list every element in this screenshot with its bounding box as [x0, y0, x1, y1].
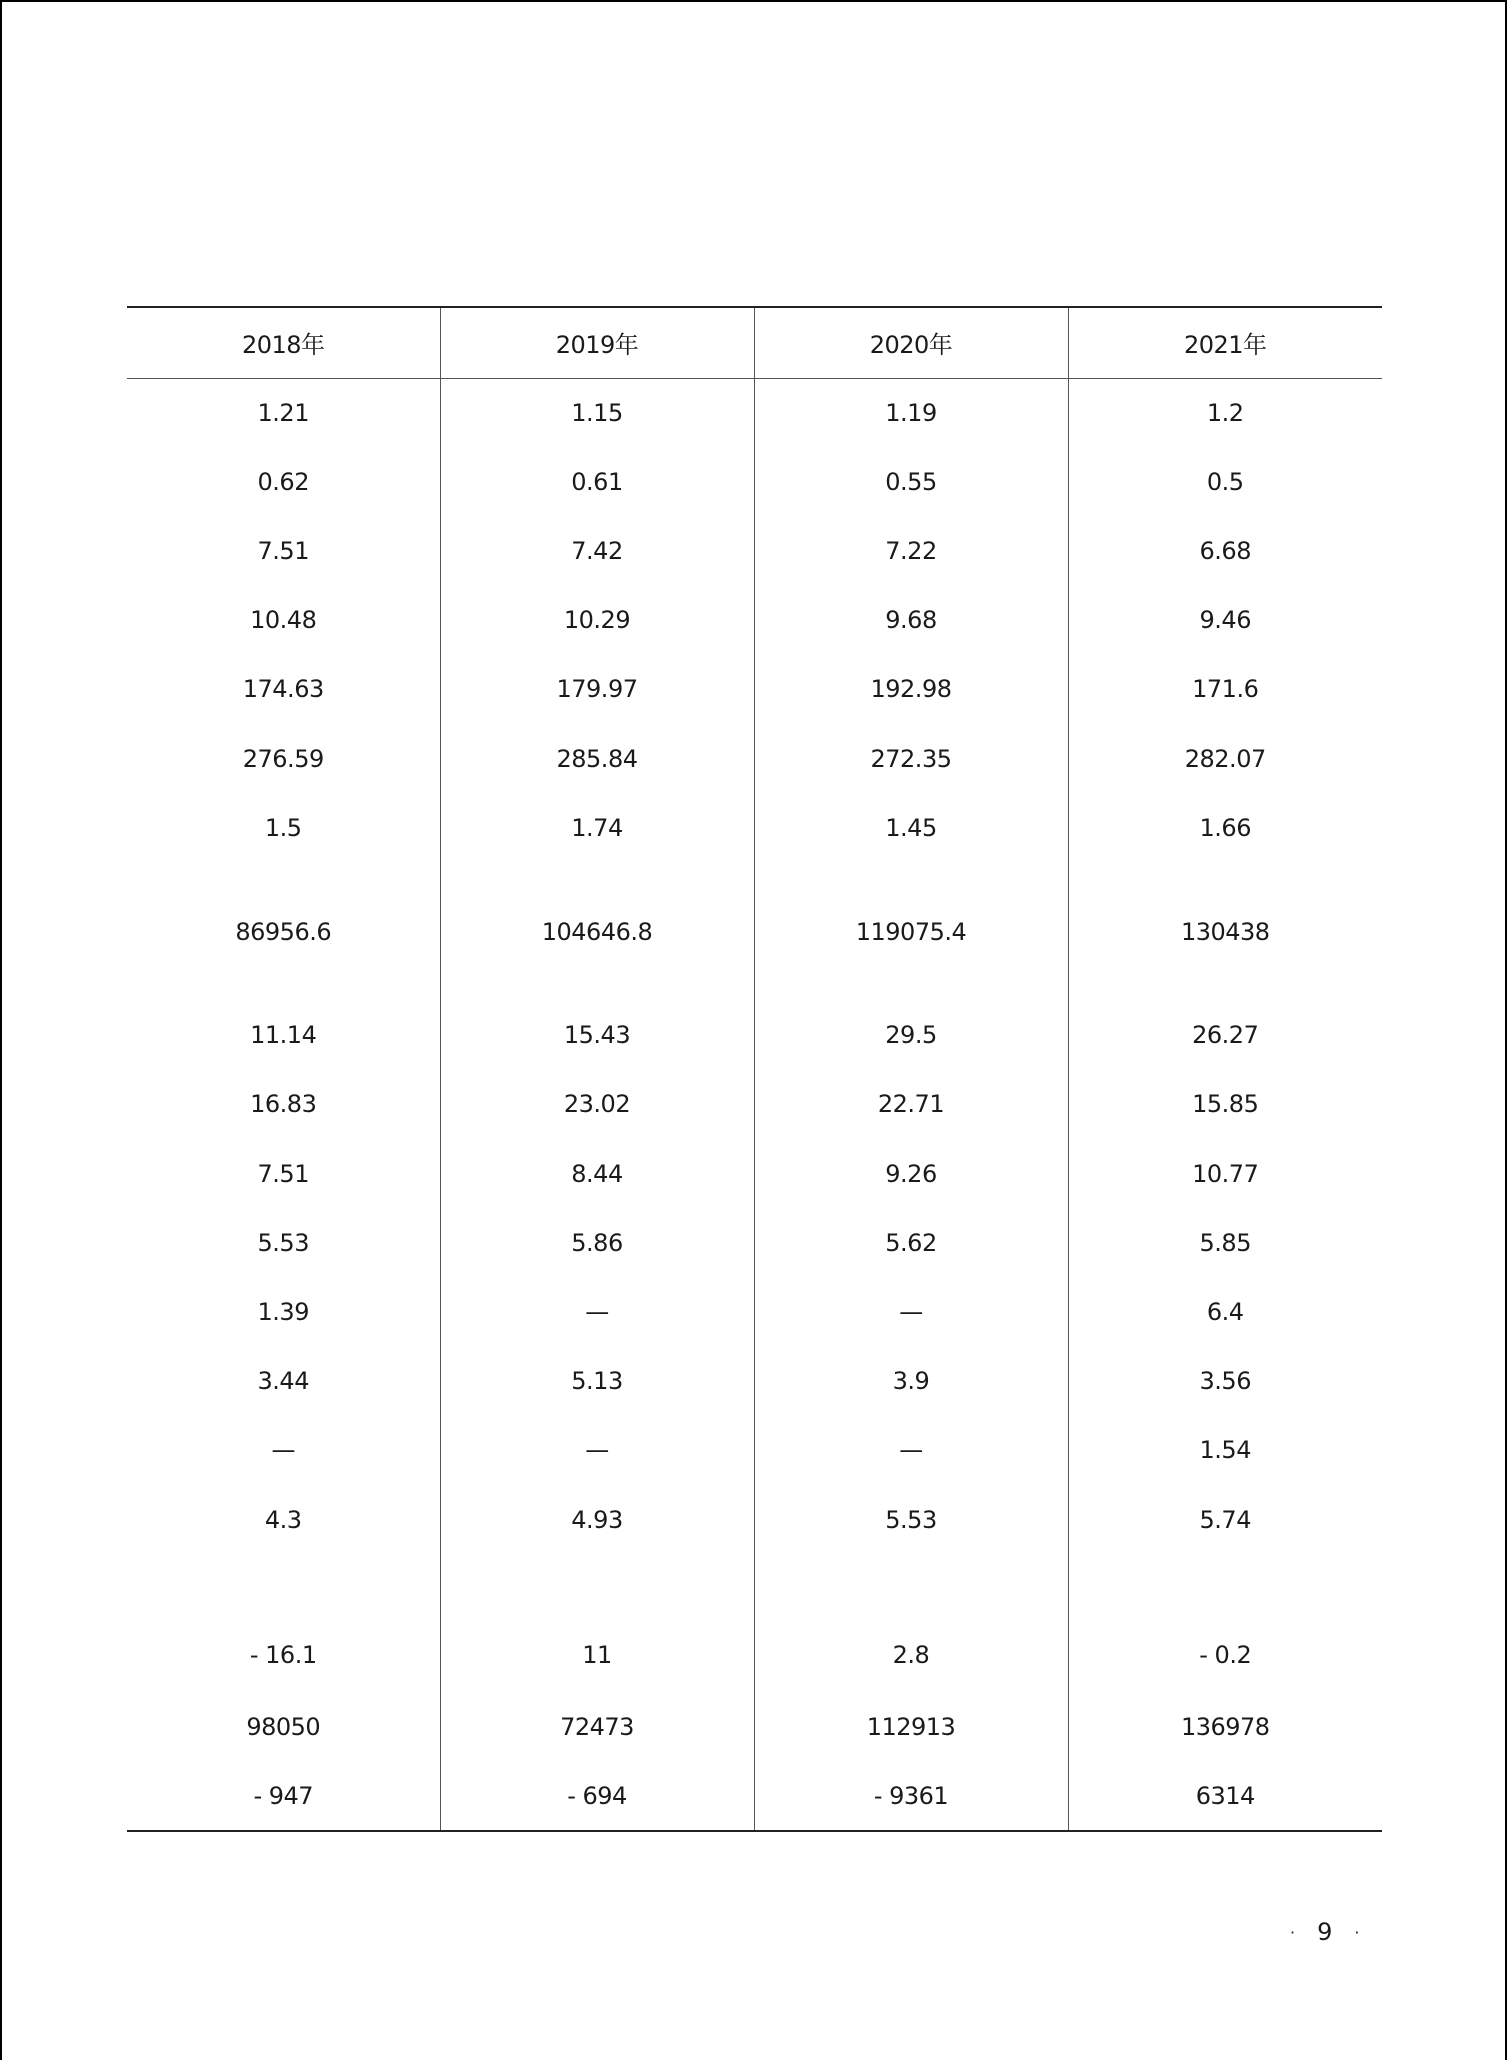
table-cell: 5.13: [440, 1347, 754, 1416]
table-cell: —: [754, 1277, 1068, 1346]
page-number: [1290, 1918, 1359, 1946]
table-row: [127, 1485, 1382, 1554]
table-cell: 104646.8: [440, 862, 754, 1000]
table-cell: 1.15: [440, 378, 754, 447]
table-cell: 10.77: [1068, 1139, 1382, 1208]
header-row: [127, 307, 1382, 378]
table-cell: 10.29: [440, 586, 754, 655]
table-cell: 5.86: [440, 1208, 754, 1277]
table-cell: 4.3: [264, 1505, 302, 1534]
table-cell: 7.42: [440, 516, 754, 585]
table-cell: - 16.1: [249, 1640, 317, 1669]
table-cell: 7.51: [257, 536, 309, 565]
table-cell: 5.62: [754, 1208, 1068, 1277]
table-cell: 8.44: [440, 1139, 754, 1208]
table-cell: 3.56: [1068, 1347, 1382, 1416]
table-cell: 1.45: [754, 793, 1068, 862]
table-cell: 285.84: [440, 724, 754, 793]
page-dot-left: ·: [1290, 1922, 1296, 1942]
table-cell: 6.4: [1068, 1277, 1382, 1346]
table-cell: 5.85: [1068, 1208, 1382, 1277]
table-cell: 29.5: [754, 1001, 1068, 1070]
table-cell: 0.61: [440, 447, 754, 516]
table-cell: 15.43: [440, 1001, 754, 1070]
table-cell: 2.8: [754, 1554, 1068, 1692]
table-cell: 5.53: [257, 1228, 309, 1257]
table-cell: 0.55: [754, 447, 1068, 516]
table-cell: - 0.2: [1068, 1554, 1382, 1692]
table-cell: 3.44: [257, 1367, 309, 1396]
table-cell: 9.68: [754, 586, 1068, 655]
table-cell: 3.9: [754, 1347, 1068, 1416]
table-cell: - 947: [127, 1762, 440, 1831]
table-cell: 130438: [1068, 862, 1382, 1000]
table-cell: 6314: [1068, 1762, 1382, 1831]
table-cell: 22.71: [754, 1070, 1068, 1139]
table-cell: 1.2: [1068, 378, 1382, 447]
table-cell: 1.5: [264, 813, 302, 842]
table-cell: 26.27: [1068, 1001, 1382, 1070]
table-cell: 72473: [440, 1693, 754, 1762]
table-cell: 1.54: [1068, 1416, 1382, 1485]
table-row: [127, 1347, 1382, 1416]
table-cell: 98050: [246, 1713, 321, 1742]
table-cell: 7.22: [754, 516, 1068, 585]
table-cell: 272.35: [754, 724, 1068, 793]
table-cell: 23.02: [440, 1070, 754, 1139]
table-cell: 171.6: [1068, 655, 1382, 724]
header-2019: 2019年: [440, 307, 754, 378]
table-cell: 10.48: [250, 606, 317, 635]
table-cell: 9.26: [754, 1139, 1068, 1208]
data-table: [127, 306, 1382, 1832]
page-dot-right: ·: [1354, 1922, 1360, 1942]
table-cell: 9.46: [1068, 586, 1382, 655]
table-cell: 119075.4: [754, 862, 1068, 1000]
table-cell: —: [271, 1436, 295, 1465]
table-cell: 174.63: [242, 675, 324, 704]
table-cell: 112913: [754, 1693, 1068, 1762]
table-row: [127, 655, 1382, 724]
table-row: [127, 1693, 1382, 1762]
table-cell: 1.21: [257, 398, 309, 427]
table-cell: 0.62: [257, 467, 309, 496]
table-row: [127, 1416, 1382, 1485]
table-row: [127, 1001, 1382, 1070]
table-cell: 15.85: [1068, 1070, 1382, 1139]
table-cell: 5.53: [754, 1485, 1068, 1554]
table-cell: 4.93: [440, 1485, 754, 1554]
header-2018: 2018年: [127, 307, 440, 378]
table-cell: - 694: [440, 1762, 754, 1831]
table-cell: 136978: [1068, 1693, 1382, 1762]
table-row: [127, 1762, 1382, 1831]
table-cell: 16.83: [250, 1090, 317, 1119]
table-cell: 192.98: [754, 655, 1068, 724]
table-cell: 5.74: [1068, 1485, 1382, 1554]
table-row: [127, 1070, 1382, 1139]
table-row: [127, 862, 1382, 1000]
table-row: [127, 378, 1382, 447]
table-cell: 282.07: [1068, 724, 1382, 793]
table-row: [127, 516, 1382, 585]
table-cell: 179.97: [440, 655, 754, 724]
page-number-value: 9: [1317, 1918, 1333, 1946]
table-cell: 86956.6: [235, 917, 332, 946]
table-row: [127, 724, 1382, 793]
table-cell: 11: [440, 1554, 754, 1692]
table-cell: 6.68: [1068, 516, 1382, 585]
table-row: [127, 1277, 1382, 1346]
table-cell: - 9361: [754, 1762, 1068, 1831]
table-row: [127, 1554, 1382, 1692]
table-row: [127, 447, 1382, 516]
table-cell: —: [440, 1277, 754, 1346]
table-cell: 1.74: [440, 793, 754, 862]
table-cell: 1.66: [1068, 793, 1382, 862]
table-row: [127, 793, 1382, 862]
table-cell: 11.14: [250, 1021, 317, 1050]
table-cell: —: [440, 1416, 754, 1485]
table-cell: —: [754, 1416, 1068, 1485]
table-cell: 0.5: [1068, 447, 1382, 516]
table-cell: 7.51: [257, 1159, 309, 1188]
table-row: [127, 1208, 1382, 1277]
header-2021: 2021年: [1068, 307, 1382, 378]
table-cell: 1.19: [754, 378, 1068, 447]
header-2020: 2020年: [754, 307, 1068, 378]
table-row: [127, 586, 1382, 655]
table-cell: 276.59: [242, 744, 324, 773]
table-row: [127, 1139, 1382, 1208]
table-cell: 1.39: [257, 1298, 309, 1327]
